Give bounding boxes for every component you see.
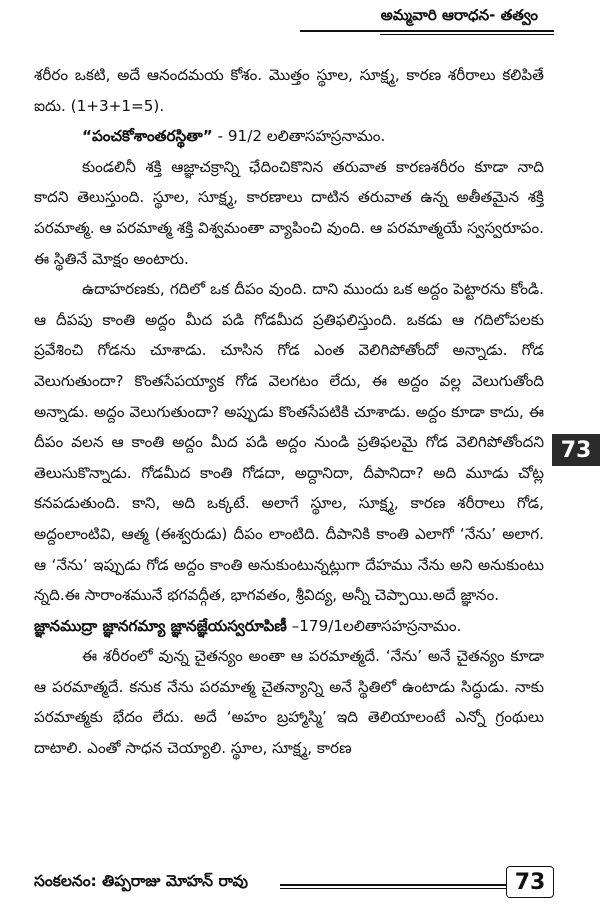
header-rule [300,30,554,32]
quote-line-pancha-kosha [34,121,544,152]
page-body [34,60,544,764]
quote-text: “పంచకోశాంతరస్థితా” [82,127,213,146]
footer-rule [280,884,540,886]
quote-text: జ్ఞానముద్రా జ్ఞానగమ్యా జ్ఞానజ్ఞేయస్వరూపిణీ [34,616,287,635]
paragraph-kundalini: కుండలినీ శక్తి ఆజ్ఞాచక్రాన్ని ఛేదించికొనిన తరువాత కారణశరీరం కూడా నాది కాదని తెలుస్తుంది. స్థూల, సూక్ష్మ, కారణాలు దాటిన తరువాత ఉన్న అతీతమైన శక్తి పరమాత్మ. ఆ పరమాత్మ శక్తి విశ్వమంతా వ్యాపించి వుంది. ఆ పరమాత్మయే స్వస్వరూపం. ఈ స్థితినే మోక్షం అంటారు. [34,157,544,268]
footer-rule-thin [280,888,540,889]
quote-line-jnana-mudra [34,611,544,642]
paragraph-chaitanya: ఈ శరీరంలో వున్న చైతన్యం అంతా ఆ పరమాత్మదే. ‘నేను’ అనే చైతన్యం కూడా ఆ పరమాత్మదే. కనుక నేను పరమాత్మ చైతన్యాన్ని అనే స్థితిలో ఉంటాడు సిద్ధుడు. నాకు పరమాత్మకు భేదం లేదు. అదే ‘అహం బ్రహ్మాస్మి’ ఇది తెలియాలంటే ఎన్నో గ్రంథులు దాటాలి. ఎంతో సాధన చెయ్యాలి. స్థూల, సూక్ష్మ, కారణ [34,647,544,758]
running-header: అమ్మవారి ఆరాధన- తత్వం [380,6,538,24]
footer-compiler: సంకలనం: తిప్పరాజు మోహన్ రావు [34,872,248,890]
page-number: 73 [506,866,554,898]
paragraph-continuation: శరీరం ఒకటి, అదే ఆనందమయ కోశం. మొత్తం స్థూల, సూక్ష్మ, కారణ శరీరాలు కలిపితే ఐదు. (1+3+1=5). [34,66,544,115]
quote-reference: –179/1లలితాసహస్రనామం. [286,616,462,635]
side-page-tab: 73 [552,434,600,466]
quote-reference: - 91/2 లలితాసహస్రనామం. [212,127,386,146]
paragraph-example: ఉదాహరణకు, గదిలో ఒక దీపం వుంది. దాని ముందు ఒక అద్దం పెట్టారను కోండి. ఆ దీపపు కాంతి అద్దం మీద పడి గోడమీద ప్రతిఫలిస్తుంది. ఒకడు ఆ గదిలోపలకు ప్రవేశించి గోడను చూశాడు. చూసిన గోడ ఎంత వెలిగిపోతోందో అన్నాడు. గోడ వెలుగుతుందా? కొంతసేపయ్యాక గోడ వెలగటం లేదు, ఈ అద్దం వల్ల వెలుగుతోంది అన్నాడు. అద్దం వెలుగుతుందా? అప్పుడు కొంతసేపటికి చూశాడు. అద్దం కూడా కాదు, ఈ దీపం వలన ఆ కాంతి అద్దం మీద పడి అద్దం నుండి ప్రతిఫలమై గోడ వెలిగిపోతోందని తెలుసుకొన్నాడు. గోడమీద కాంతి గోడదా, అద్దానిదా, దీపానిదా? అది మూడు చోట్ల కనపడుతుంది. కాని, అది ఒక్కటే. అలాగే స్థూల, సూక్ష్మ, కారణ శరీరాలు గోడ, అద్దంలాంటివి, ఆత్మ (ఈశ్వరుడు) దీపం లాంటిది. దీపానికి కాంతి ఎలాగో ‘నేను’ అలాగ. ఆ ‘నేను’ ఇప్పుడు గోడ అద్దం కాంతి అనుకుంటున్నట్లుగా దేహము నేను అని అనుకుంటు న్నది.ఈ సారాంశమునే భగవద్గీత, భాగవతం, శ్రీవిద్య, అన్నీ చెప్పాయి.అదే జ్ఞానం. [34,280,544,605]
header-rule-thin [380,34,554,35]
